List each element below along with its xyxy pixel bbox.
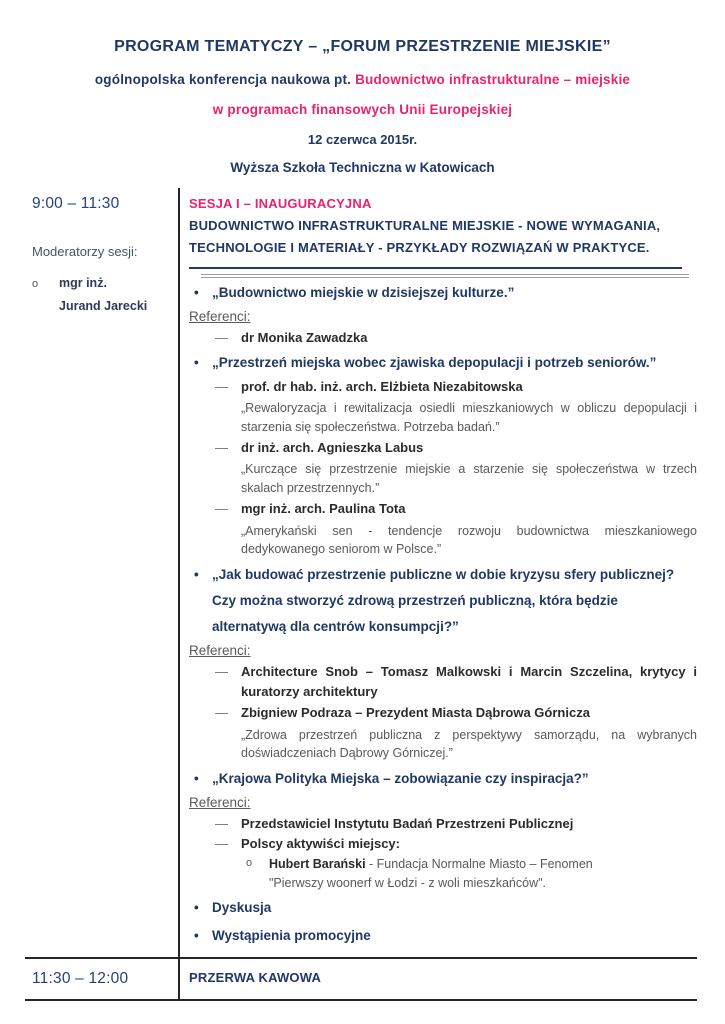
break-row [25, 959, 697, 1001]
circle-bullet-icon [32, 272, 59, 318]
break-title: PRZERWA KAWOWA [189, 970, 322, 986]
speaker-quote: „Kurczące się przestrzenie miejskie a starzenie się społeczeństwa w trzech skalach przestrzennych.” [241, 462, 697, 495]
sub-speaker-role: - Fundacja Normalne Miasto – Fenomen [365, 857, 593, 872]
agenda-topic: • „Jak budować przestrzenie publiczne w dobie kryzysu sfery publicznej? Czy można stworzyć zdrową przestrzeń publiczną, która będzie alternatywą dla centrów konsumpcji?” [189, 562, 682, 641]
referenci-label: Referenci: [189, 642, 251, 658]
break-content-cell [180, 959, 697, 999]
sub-speaker-quote: "Pierwszy woonerf w Łodzi - z woli mieszkańców". [269, 875, 547, 890]
speaker-item: — Architecture Snob – Tomasz Malkowski i Marcin Szczelina, krytycy i kuratorzy architektury [189, 662, 697, 704]
moderator-item [32, 272, 178, 318]
session1-label: SESJA I – INAUGURACYJNA [189, 196, 372, 211]
speaker-item: — dr Monika Zawadzka [189, 328, 697, 349]
moderator-degree: mgr inż. [59, 276, 107, 290]
page-title: PROGRAM TEMATYCZY – „FORUM PRZESTRZENIE MIEJSKIE” [114, 38, 611, 55]
referenci-label: Referenci: [189, 308, 251, 324]
session1-title-line2: TECHNOLOGIE I MATERIAŁY - PRZYKŁADY ROZWIĄZAŃ W PRAKTYCE. [189, 240, 650, 256]
conference-subtitle [0, 72, 725, 87]
navy-divider [189, 267, 682, 269]
speaker-item: — Przedstawiciel Instytutu Badań Przestrzeni Publicznej [189, 814, 697, 835]
session1-content-cell [180, 188, 697, 957]
speaker-item: — mgr inż. arch. Paulina Tota [189, 499, 697, 520]
moderator-fullname: Jurand Jarecki [59, 299, 148, 314]
sub-speaker-name: Hubert Barański [269, 857, 366, 872]
agenda-topic-plain: • Wystąpienia promocyjne [189, 923, 682, 949]
break-time: 11:30 – 12:00 [32, 970, 129, 988]
speaker-item: — prof. dr hab. inż. arch. Elżbieta Niezabitowska [189, 377, 697, 398]
speaker-item: — Polscy aktywiści miejscy: [189, 834, 697, 855]
referenci-label: Referenci: [189, 794, 251, 810]
sub-speaker-item [189, 855, 697, 874]
break-time-cell [25, 959, 180, 999]
session1-row [25, 188, 697, 959]
subtitle-prefix: ogólnopolska konferencja naukowa pt. [94, 72, 356, 87]
conference-venue: Wyższa Szkoła Techniczna w Katowicach [230, 160, 495, 175]
moderator-name [59, 272, 147, 318]
session1-time-cell [25, 188, 180, 957]
session1-title-line1: BUDOWNICTWO INFRASTRUKTURALNE MIEJSKIE - NOWE WYMAGANIA, [189, 218, 661, 234]
subtitle-line2: w programach finansowych Unii Europejskiej [212, 102, 513, 117]
agenda-topic: • „Krajowa Polityka Miejska – zobowiązanie czy inspiracja?” [189, 766, 682, 792]
subtitle-highlight: Budownictwo infrastrukturalne – miejskie [355, 72, 631, 87]
agenda-topic: • „Budownictwo miejskie w dzisiejszej kulturze.” [189, 280, 682, 306]
moderators-label: Moderatorzy sesji: [32, 244, 138, 259]
speaker-item: — Zbigniew Podraza – Prezydent Miasta Dąbrowa Górnicza [189, 703, 697, 724]
gray-double-divider [201, 274, 689, 278]
speaker-item: — dr inż. arch. Agnieszka Labus [189, 438, 697, 459]
speaker-quote: „Amerykański sen - tendencje rozwoju budownictwa mieszkaniowego dedykowanego seniorom w Polsce.” [241, 523, 697, 556]
document-header [0, 0, 725, 175]
agenda-topic-plain: • Dyskusja [189, 895, 682, 921]
agenda-topic: • „Przestrzeń miejska wobec zjawiska depopulacji i potrzeb seniorów.” [189, 350, 682, 376]
speaker-quote: „Zdrowa przestrzeń publiczna z perspektywy samorządu, na wybranych doświadczeniach Dąbrowy Górniczej.” [241, 728, 697, 761]
conference-date: 12 czerwca 2015r. [307, 132, 418, 147]
session1-time: 9:00 – 11:30 [32, 195, 120, 212]
program-table [25, 188, 697, 1001]
speaker-quote: „Rewaloryzacja i rewitalizacja osiedli mieszkaniowych w obliczu depopulacji i starzenia się społeczeństwa. Potrzeba badań.” [241, 401, 697, 434]
